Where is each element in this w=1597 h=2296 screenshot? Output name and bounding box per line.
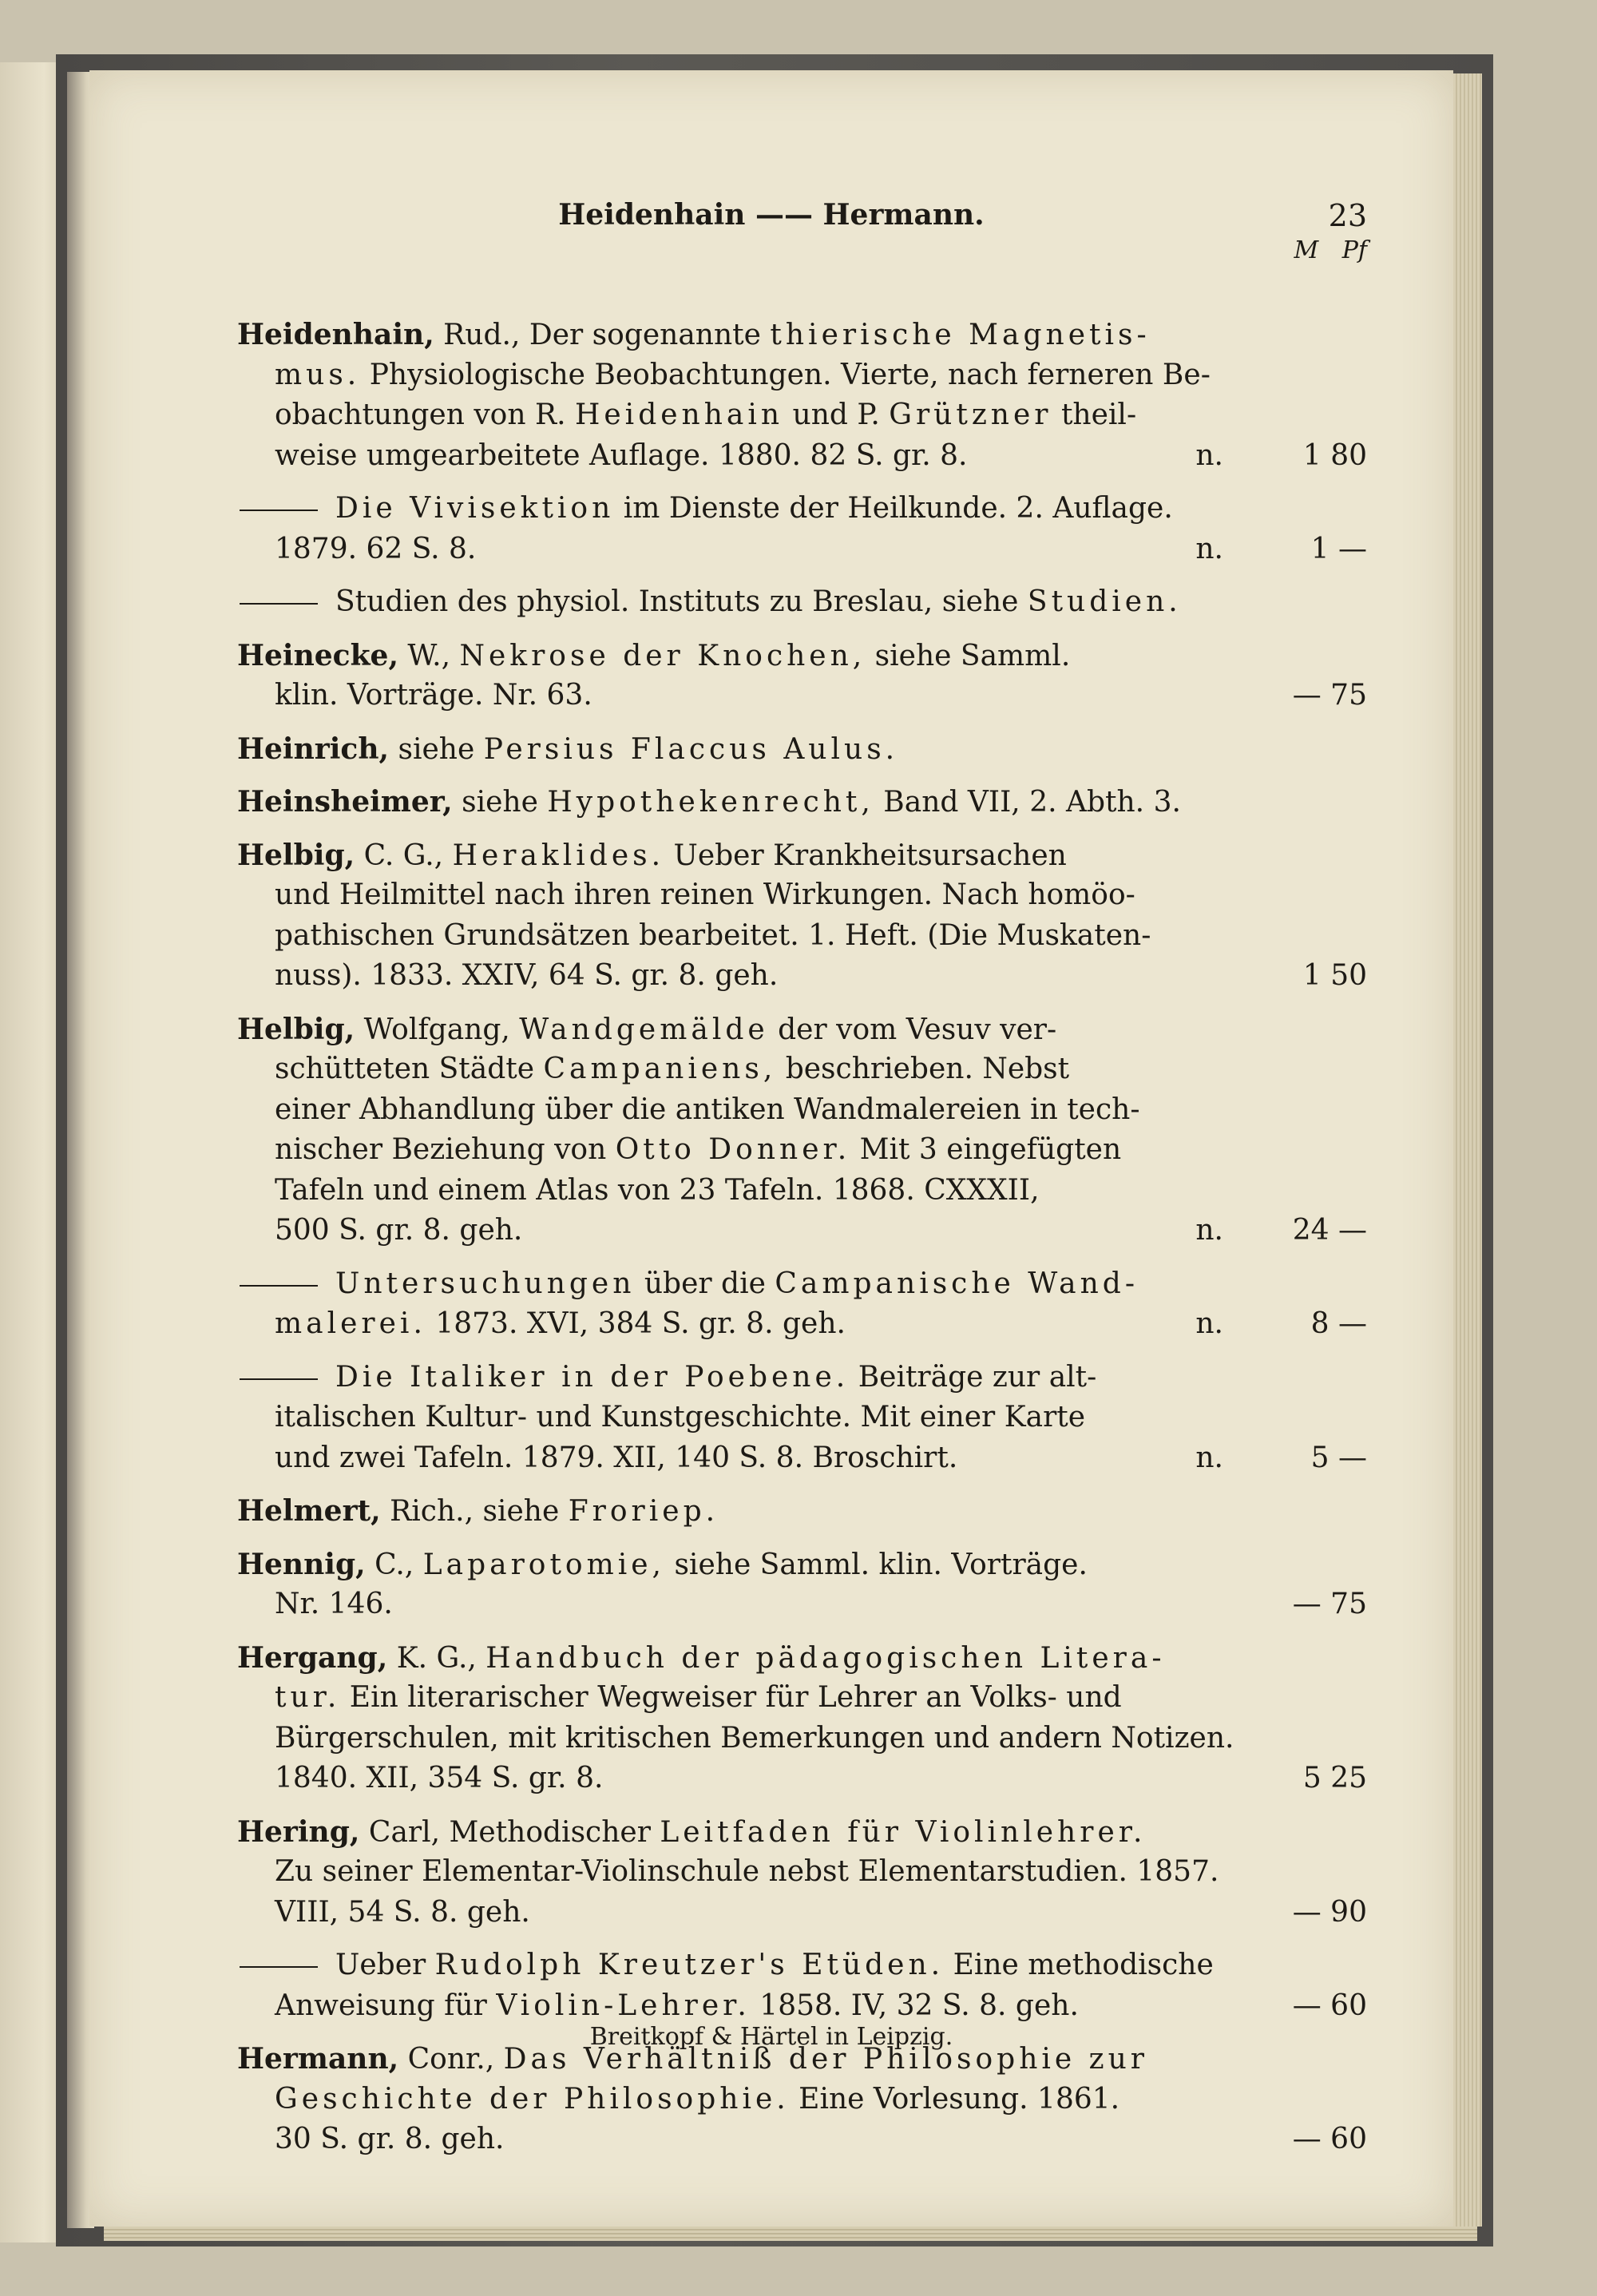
entry-line (240, 1359, 1437, 1396)
entry-text: Laparotomie, (422, 1548, 666, 1581)
entry-text: Carl, Methodischer (359, 1815, 660, 1849)
entry-text: Wandgemälde (519, 1013, 769, 1046)
entry-text: C., (365, 1548, 423, 1581)
entry-text: Bürgerschulen, mit kritischen Bemerkungen und andern Notizen. (275, 1721, 1234, 1755)
ditto-dash (240, 510, 318, 511)
entry-text: Ueber (335, 1949, 435, 1981)
entry-text: pathischen Grundsätzen bearbeitet. 1. Heft. (Die Muskaten- (275, 918, 1151, 952)
entry-text: K. G., (387, 1641, 486, 1675)
entry-author: Helmert, (237, 1494, 381, 1528)
entry-price: 1 — (1310, 532, 1367, 565)
entry-text: Violin-Lehrer. (496, 1989, 751, 2022)
entry-text: nuss). 1833. XXIV, 64 S. gr. 8. geh. (275, 959, 779, 992)
entry-line (275, 1720, 1472, 1757)
entry-text: Rud., Der sogenannte (434, 319, 771, 351)
entry-text: über die (635, 1267, 775, 1300)
entry-text: der vom Vesuv ver- (768, 1013, 1057, 1046)
entry-text: Eine Vorlesung. 1861. (789, 2082, 1120, 2116)
entry-line (275, 1132, 1472, 1168)
entry-line (275, 357, 1472, 394)
entry-line (275, 918, 1472, 954)
entry-line (275, 877, 1472, 914)
catalog-page (89, 70, 1453, 2227)
entry-text: siehe (452, 786, 548, 819)
entry-text: obachtungen von R. (275, 399, 575, 431)
entry-text: Nr. 146. (275, 1588, 393, 1620)
entry-author: Heinsheimer, (237, 785, 453, 819)
publisher-footer: Breitkopf & Härtel in Leipzig. (589, 2023, 953, 2051)
entry-author: Helbig, (237, 1012, 355, 1046)
entry-text: Zu seiner Elementar-Violinschule nebst Elementarstudien. 1857. (275, 1855, 1219, 1888)
entry-text: weise umgearbeitete Auflage. 1880. 82 S. gr. 8. (275, 438, 968, 472)
entry-text: Eine methodische (944, 1949, 1214, 1981)
entry-text: Hypothekenrecht, (547, 786, 874, 819)
entry-line (240, 1947, 1437, 1984)
entry-text: Die Italiker in der Poebene. (335, 1360, 850, 1394)
net-marker: n. (1195, 438, 1223, 472)
entry-text: einer Abhandlung über die antiken Wandmalereien in tech- (275, 1092, 1140, 1126)
ditto-dash (240, 1378, 318, 1380)
entry-line (240, 490, 1437, 527)
entry-text: siehe Samml. klin. Vorträge. (665, 1548, 1088, 1581)
entry-text: siehe (389, 732, 484, 766)
entry-line (237, 316, 1435, 354)
entry-line (275, 1399, 1472, 1436)
entry-price: 24 — (1292, 1214, 1367, 1247)
entry-text: thierische Magnetis- (770, 319, 1151, 351)
entry-author: Helbig, (237, 838, 355, 872)
entry-text: mus. (275, 358, 361, 391)
entry-line (275, 1854, 1472, 1890)
entry-text: Otto Donner. (615, 1133, 851, 1166)
entry-text: und zwei Tafeln. 1879. XII, 140 S. 8. Broschirt. (275, 1441, 958, 1474)
page-number: 23 (1328, 198, 1367, 233)
entry-text: schütteten Städte (275, 1053, 544, 1085)
entry-line (275, 1051, 1472, 1088)
entry-text: siehe Samml. (866, 639, 1071, 672)
entry-text: Leitfaden für Violinlehrer. (660, 1815, 1147, 1849)
entry-price: — 90 (1292, 1895, 1367, 1929)
net-marker: n. (1195, 1214, 1223, 1247)
entry-price: — 60 (1292, 2123, 1367, 2155)
entry-text: Geschichte der Philosophie. (275, 2082, 790, 2116)
entry-text: C. G., (355, 839, 453, 872)
entry-text: italischen Kultur- und Kunstgeschichte. Mit einer Karte (275, 1401, 1086, 1434)
entry-line (237, 1640, 1435, 1677)
entry-text: Handbuch der pädagogischen Litera- (485, 1641, 1166, 1675)
entry-text: Die Vivisektion (335, 492, 615, 525)
entry-line (237, 837, 1435, 874)
entry-line (237, 731, 1435, 768)
entry-line (237, 783, 1435, 821)
entry-author: Hergang, (237, 1640, 388, 1675)
entry-text: Heidenhain (574, 399, 784, 431)
entry-text: und Heilmittel nach ihren reinen Wirkungen. Nach homöo- (275, 878, 1135, 911)
entry-text: 30 S. gr. 8. geh. (275, 2123, 505, 2155)
entry-line (237, 637, 1435, 675)
net-marker: n. (1195, 1307, 1223, 1340)
entry-author: Heinrich, (237, 732, 390, 766)
entry-line (275, 397, 1472, 434)
entry-text: klin. Vorträge. Nr. 63. (275, 679, 592, 712)
entry-price: — 75 (1292, 679, 1367, 712)
entry-text: Heraklides. (452, 839, 665, 872)
entry-author: Hermann, (237, 2042, 399, 2076)
entry-line (240, 584, 1437, 621)
entry-text: Froriep. (568, 1495, 719, 1528)
entry-text: Physiologische Beobachtungen. Vierte, nach ferneren Be- (360, 358, 1211, 391)
entry-text: Persius Flaccus Aulus. (483, 732, 899, 766)
entry-text: Rudolph Kreutzer's Etüden. (434, 1949, 945, 1981)
entry-line (237, 1814, 1435, 1851)
page-stack-bottom-edge (104, 2227, 1477, 2241)
entry-line (240, 1266, 1437, 1303)
entry-text: Campanische Wand- (775, 1267, 1139, 1300)
currency-units-label: M Pf (1294, 236, 1367, 264)
entry-text: Untersuchungen (335, 1267, 636, 1300)
entry-line (237, 1493, 1435, 1530)
entry-text: 1873. XVI, 384 S. gr. 8. geh. (426, 1307, 846, 1340)
entry-author: Heidenhain, (237, 318, 434, 351)
entry-text: Tafeln und einem Atlas von 23 Tafeln. 1868. CXXXII, (275, 1173, 1040, 1207)
ditto-dash (240, 1285, 318, 1287)
entry-line (275, 1679, 1472, 1716)
entry-text: 500 S. gr. 8. geh. (275, 1214, 523, 1247)
net-marker: n. (1195, 532, 1223, 565)
entry-price: — 75 (1292, 1588, 1367, 1620)
entry-author: Hennig, (237, 1547, 366, 1581)
entry-text: W., (398, 639, 460, 672)
entry-text: 1858. IV, 32 S. 8. geh. (750, 1989, 1079, 2022)
entry-line (275, 2081, 1472, 2118)
entry-text: VIII, 54 S. 8. geh. (275, 1895, 530, 1929)
entry-text: im Dienste der Heilkunde. 2. Auflage. (614, 492, 1173, 525)
entry-price: 1 80 (1302, 438, 1367, 472)
entry-text: nischer Beziehung von (275, 1133, 616, 1166)
entry-line (275, 1092, 1472, 1128)
entry-text: Ueber Krankheitsursachen (664, 839, 1067, 872)
entry-text: tur. (275, 1681, 341, 1714)
entry-price: 1 50 (1302, 959, 1367, 992)
ditto-dash (240, 1966, 318, 1968)
entry-text: Studien des physiol. Instituts zu Breslau, siehe (335, 585, 1028, 618)
entry-text: Beiträge zur alt- (849, 1360, 1097, 1394)
entry-text: Rich., siehe (380, 1495, 569, 1528)
entry-text: 1840. XII, 354 S. gr. 8. (275, 1762, 604, 1794)
entry-price: 5 — (1310, 1441, 1367, 1474)
entry-line (275, 1172, 1472, 1209)
entry-text: beschrieben. Nebst (776, 1053, 1070, 1085)
entry-text: malerei. (275, 1307, 426, 1340)
running-head: Heidenhain —— Hermann. (558, 198, 985, 232)
entry-text: theil- (1052, 399, 1137, 431)
entry-text: und P. (783, 399, 890, 431)
entry-text: Grützner (889, 399, 1052, 431)
entry-text: 1879. 62 S. 8. (275, 532, 477, 565)
entry-line (237, 1011, 1435, 1049)
entry-author: Hering, (237, 1814, 360, 1849)
entry-text: Nekrose der Knochen, (459, 639, 866, 672)
entry-text: Conr., (398, 2043, 504, 2076)
entry-price: 8 — (1310, 1307, 1367, 1340)
entry-price: 5 25 (1302, 1762, 1367, 1794)
entry-text: Studien. (1027, 585, 1182, 618)
entry-text: Wolfgang, (355, 1013, 520, 1046)
entry-price: — 60 (1292, 1989, 1367, 2022)
entry-text: Ein literarischer Wegweiser für Lehrer an Volks- und (340, 1681, 1122, 1714)
entry-text: Mit 3 eingefügten (850, 1133, 1122, 1166)
entry-author: Heinecke, (237, 638, 398, 672)
entry-text: Campaniens, (543, 1053, 777, 1085)
entry-line (237, 1546, 1435, 1584)
entry-text: Band VII, 2. Abth. 3. (874, 786, 1181, 819)
entry-text: Das Verhältniß der Philosophie zur (503, 2043, 1149, 2076)
net-marker: n. (1195, 1441, 1223, 1474)
ditto-dash (240, 603, 318, 605)
entry-text: Anweisung für (275, 1989, 497, 2022)
